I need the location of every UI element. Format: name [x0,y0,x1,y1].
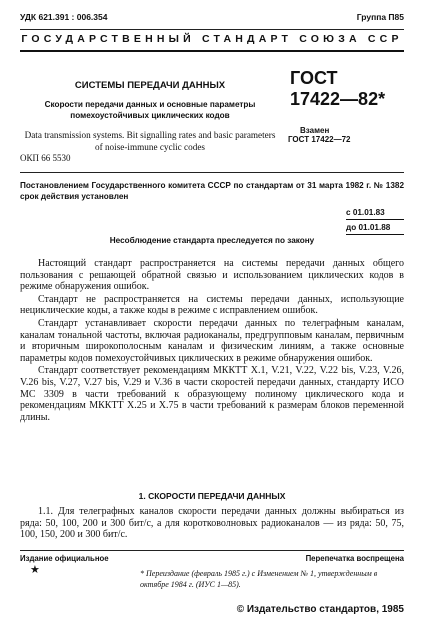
paragraph: Стандарт устанавливает скорости передачи данных по телеграфным каналам, каналам тональной частоты, включая радиоканалы, предгрупповым каналам, первичным и вторичным широкополосным каналам и физическим линиям, а также основные параметры кодов помехоустойчивых циклических в режиме обнаружения ошибок. [20,317,404,364]
copyright: © Издательство стандартов, 1985 [236,604,404,615]
reissue-footnote: * Переиздание (февраль 1985 г.) с Изменением № 1, утвержденным в октябре 1984 г. (ИУС 1—85). [140,569,378,589]
section-heading: 1. СКОРОСТИ ПЕРЕДАЧИ ДАННЫХ [138,491,286,501]
official-edition: Издание официальное [20,554,109,563]
intro-text [20,258,404,424]
replaces-value: ГОСТ 17422—72 [288,135,351,144]
standard-title: СИСТЕМЫ ПЕРЕДАЧИ ДАННЫХ [74,80,226,91]
valid-to: до 01.01.88 [346,222,404,235]
paragraph: Стандарт соответствует рекомендациям МККТТ X.1, V.21, V.22, V.22 bis, V.23, V.26, V.26 bis, V.27, V.27 bis, V.29 и V.36 в части скоростей передачи данных, стандарту ИСО МС 3309 в части требований к образующему полиному циклического кода и рекомендациям МККТТ X.25 и X.75 в части требований к размерам блоков переменной длины. [20,365,404,423]
decree-rule [20,172,404,173]
valid-from: с 01.01.83 [346,207,404,220]
banner-rule [20,50,404,52]
validity-dates [346,207,404,237]
top-rule [20,29,404,30]
gost-number: 17422—82* [290,89,386,109]
standard-subtitle-ru: Скорости передачи данных и основные параметры помехоустойчивых циклических кодов [44,100,256,120]
star-icon: ★ [30,564,40,576]
section-text [20,506,404,541]
replaces-label: Взамен [300,126,330,135]
group-code: Группа П85 [356,12,404,22]
gost-identifier [286,68,404,144]
decree-text: Постановлением Государственного комитета СССР по стандартам от 31 марта 1982 г. № 1382 срок действия установлен [20,181,404,201]
state-standard-banner: ГОСУДАРСТВЕННЫЙ СТАНДАРТ СОЮЗА ССР [21,33,403,45]
gost-label: ГОСТ [290,68,338,88]
paragraph: Стандарт не распространяется на системы передачи данных, использующие нециклические коды, а также коды в режиме с исправлением ошибок. [20,293,404,317]
reprint-notice: Перепечатка воспрещена [305,554,404,563]
okp-code: ОКП 66 5530 [20,153,71,163]
footer-rule [20,550,404,551]
udk-code: УДК 621.391 : 006.354 [20,12,108,22]
paragraph: 1.1. Для телеграфных каналов скорости передачи данных должны выбираться из ряда: 50, 100, 200 и 300 бит/с, а для коротковолновых радиоканалов — из ряда: 50, 75, 100, 150, 200 и 300 бит/с. [20,506,404,541]
paragraph: Настоящий стандарт распространяется на системы передачи данных общего пользования с решающей обратной связью и использованием циклических кодов в режиме обнаружения ошибок. [20,258,404,293]
standard-subtitle-en: Data transmission systems. Bit signalling rates and basic parameters of noise-immune cyclic codes [24,130,276,152]
title-block [20,80,280,153]
legal-warning: Несоблюдение стандарта преследуется по закону [109,236,315,245]
